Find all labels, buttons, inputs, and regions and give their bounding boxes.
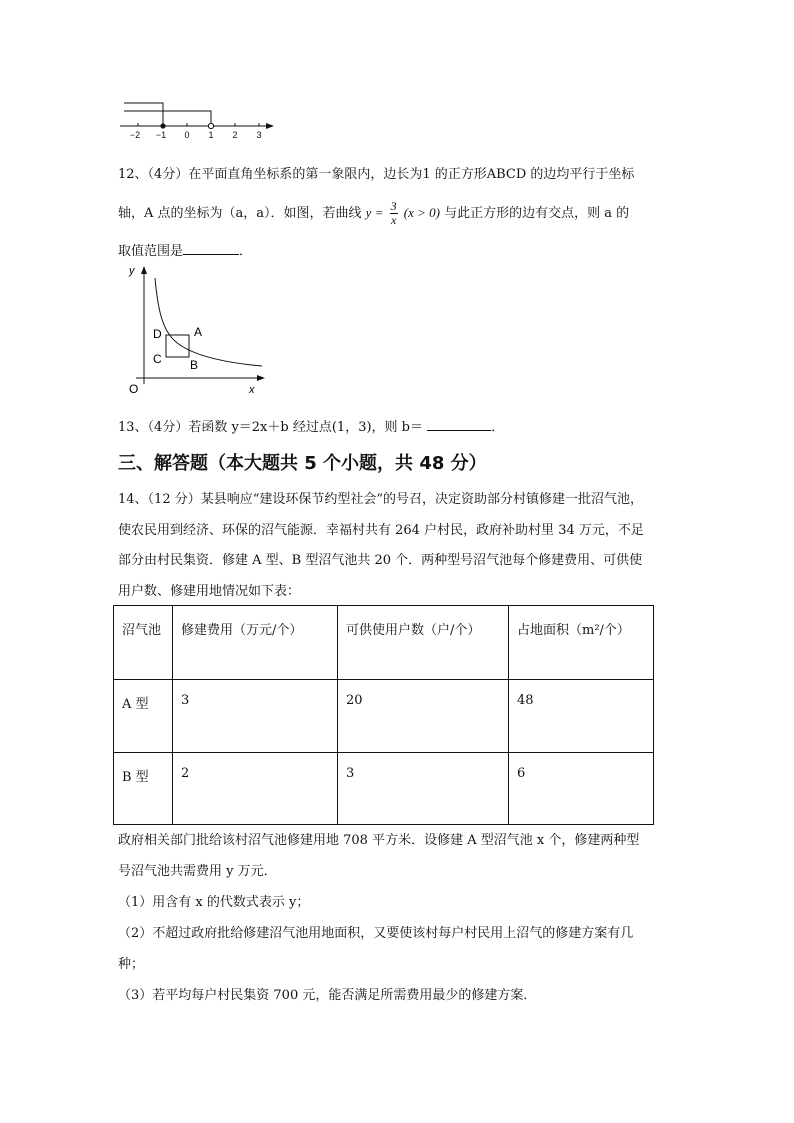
- y-axis-label: y: [129, 265, 135, 277]
- bracket-left: [124, 103, 163, 126]
- origin-label: O: [129, 382, 139, 396]
- table-cell: A 型: [114, 680, 173, 753]
- table-cell: 2: [173, 753, 338, 825]
- q14-subquestion-3: （3）若平均每户村民集资 700 元，能否满足所需费用最少的修建方案．: [118, 988, 537, 1003]
- q12-line3: [118, 240, 252, 261]
- hollow-point: [208, 123, 213, 128]
- vertex-c-label: C: [153, 352, 162, 366]
- q12-line2-post: 与此正方形的边有交点，则 a 的: [444, 206, 630, 221]
- q13-end: ．: [491, 420, 505, 435]
- x-axis-arrow-icon: [257, 375, 265, 381]
- table-cell: 3: [338, 753, 509, 825]
- table-cell: 6: [509, 753, 654, 825]
- table-header-cell: 沼气池: [114, 606, 173, 680]
- q14-line2: 使农民用到经济、环保的沼气能源．幸福村共有 264 户村民，政府补助村里 34 万元，不足: [118, 523, 644, 538]
- square-abcd: [166, 335, 189, 357]
- q12-figure: [118, 262, 268, 398]
- tick-label: 2: [232, 130, 238, 140]
- tick-label: 1: [208, 130, 214, 140]
- hyperbola-curve: [155, 278, 262, 366]
- table-header-cell: 占地面积（m²/个）: [509, 606, 654, 680]
- tick-label: 3: [256, 130, 262, 140]
- q13-line: [118, 416, 504, 437]
- x-axis-label: x: [249, 384, 255, 396]
- table-cell: 3: [173, 680, 338, 753]
- table-row: [114, 753, 654, 825]
- table-cell: 48: [509, 680, 654, 753]
- tick-label: −2: [129, 130, 141, 140]
- table-header-cell: 可供使用户数（户/个）: [338, 606, 509, 680]
- fraction-numerator: 3: [390, 199, 397, 213]
- table-cell: B 型: [114, 753, 173, 825]
- bracket-right: [124, 111, 211, 126]
- q14-line3: 部分由村民集资．修建 A 型、B 型沼气池共 20 个．两种型号沼气池每个修建费用、可供使: [118, 553, 643, 568]
- vertex-d-label: D: [153, 327, 162, 341]
- q14-subquestion-2: （2）不超过政府批给修建沼气池用地面积，又要使该村每户村民用上沼气的修建方案有几: [118, 926, 634, 941]
- q14-subquestion-1: （1）用含有 x 的代数式表示 y；: [118, 895, 310, 910]
- formula-y: y =: [365, 205, 384, 220]
- q14-subquestion-2-cont: 种；: [118, 957, 145, 972]
- solid-point: [160, 123, 165, 128]
- table-row: [114, 680, 654, 753]
- tick-label: 0: [184, 130, 190, 140]
- biogas-table: [113, 605, 654, 825]
- number-line-figure: [118, 96, 283, 142]
- q12-line3-text: 取值范围是: [118, 244, 184, 259]
- table-header-cell: 修建费用（万元/个）: [173, 606, 338, 680]
- q12-line3-end: ．: [239, 244, 253, 259]
- vertex-b-label: B: [190, 358, 199, 372]
- q14-line4: 用户数、修建用地情况如下表：: [118, 584, 301, 599]
- q14-after-line2: 号沼气池共需费用 y 万元．: [118, 864, 277, 879]
- q12-line1: 12、（4分）在平面直角坐标系的第一象限内，边长为1 的正方形ABCD 的边均平行于坐标: [118, 167, 635, 182]
- formula-fraction: [390, 200, 398, 227]
- q12-line2: [118, 199, 629, 228]
- q13-text: 13、（4分）若函数 y＝2x＋b 经过点(1，3)，则 b＝: [118, 420, 423, 435]
- y-axis-arrow-icon: [141, 266, 147, 274]
- axis-arrow-icon: [266, 123, 274, 129]
- fraction-denominator: x: [390, 213, 397, 227]
- q12-line2-pre: 轴，A 点的坐标为（a，a）．如图，若曲线: [118, 206, 362, 221]
- formula-condition: (x > 0): [403, 205, 440, 220]
- vertex-a-label: A: [194, 325, 203, 339]
- answer-blank[interactable]: [427, 416, 491, 431]
- table-cell: 20: [338, 680, 509, 753]
- table-header-row: [114, 606, 654, 680]
- q14-after-line1: 政府相关部门批给该村沼气池修建用地 708 平方米．设修建 A 型沼气池 x 个，修建两种型: [118, 833, 640, 848]
- section-title: 三、解答题（本大题共 5 个小题，共 48 分）: [118, 453, 487, 474]
- tick-label: −1: [155, 130, 167, 140]
- answer-blank[interactable]: [183, 240, 239, 255]
- q14-line1: 14、（12 分）某县响应“建设环保节约型社会”的号召，决定资助部分村镇修建一批沼气池，: [118, 492, 644, 507]
